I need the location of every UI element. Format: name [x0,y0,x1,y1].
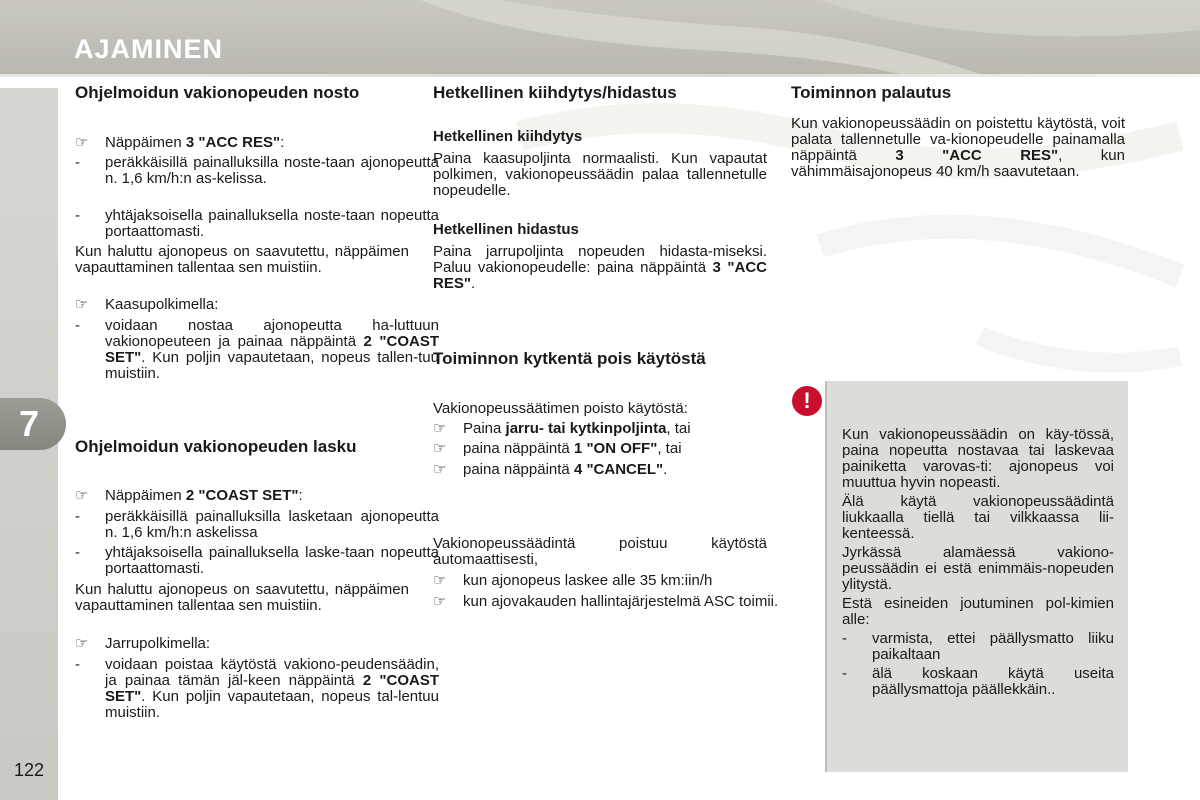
warning-icon: ! [789,383,825,419]
list-item: - varmista, ettei päällysmatto liiku paikaltaan [842,630,1114,663]
section-heading: Toiminnon kytkentä pois käytöstä [433,349,706,368]
list-item: - voidaan nostaa ajonopeutta ha-luttuun vakionopeuteen ja painaa näppäintä 2 "COAST SET". Kun poljin vapautetaan, nopeus tallen-tuu muistiin. [75,317,439,382]
pointer-icon: ☞ [433,461,447,478]
subheading: Hetkellinen hidastus [433,221,579,238]
chapter-tab: 7 [0,398,66,450]
header-divider [0,74,1200,77]
column-left [75,82,439,742]
list-item: ☞ kun ajonopeus laskee alle 35 km:iin/h [433,572,713,589]
list-item: - peräkkäisillä painalluksilla lasketaan ajonopeutta n. 1,6 km/h:n askelissa [75,508,439,541]
column-middle [433,82,779,642]
paragraph: Paina kaasupoljinta normaalisti. Kun vapautat polkimen, vakionopeussäädin palaa tallennetulle nopeudelle. [433,150,767,199]
paragraph: Paina jarrupoljinta nopeuden hidasta-miseksi. Paluu vakionopeudelle: paina näppäintä 3 "ACC RES". [433,243,767,292]
pointer-icon: ☞ [75,487,89,504]
list-item: - yhtäjaksoisella painalluksella laske-taan nopeutta portaattomasti. [75,544,439,577]
warning-text [842,427,1114,701]
header-band [0,0,1200,74]
pointer-icon: ☞ [75,134,89,151]
list-item: ☞ Kaasupolkimella: [75,296,219,313]
pointer-icon: ☞ [75,635,89,652]
section-heading: Toiminnon palautus [791,83,952,102]
section-heading: Ohjelmoidun vakionopeuden nosto [75,83,360,102]
list-item: ☞ Jarrupolkimella: [75,635,211,652]
section-heading: Ohjelmoidun vakionopeuden lasku [75,437,357,456]
paragraph: Vakionopeussäätimen poisto käytöstä: [433,400,688,417]
paragraph: Kun vakionopeussäädin on käy-tössä, paina nopeutta nostavaa tai laskevaa painiketta varovas-ti: ajonopeus voi muuttua hyvin nopeasti. [842,426,1114,491]
pointer-icon: ☞ [433,572,447,589]
pointer-icon: ☞ [75,296,89,313]
list-item: - peräkkäisillä painalluksilla noste-taan ajonopeutta n. 1,6 km/h:n as-kelissa. [75,154,439,187]
list-item: ☞ Näppäimen 2 "COAST SET": [75,487,303,504]
list-item: ☞ paina näppäintä 4 "CANCEL". [433,461,668,478]
paragraph: Jyrkässä alamäessä vakiono-peussäädin ei estä enimmäis-nopeuden ylitystä. [842,544,1114,593]
page-number: 122 [14,760,45,780]
section-heading: Hetkellinen kiihdytys/hidastus [433,83,677,102]
list-item: - älä koskaan käytä useita päällysmattoja päällekkäin.. [842,665,1114,698]
subheading: Hetkellinen kiihdytys [433,128,583,145]
list-item: - yhtäjaksoisella painalluksella noste-taan nopeutta portaattomasti. [75,207,439,240]
list-item: - voidaan poistaa käytöstä vakiono-peudensäädin, ja painaa tämän jäl-keen näppäintä 2 "COAST SET". Kun poljin vapautetaan, nopeus tal-lentuu muistiin. [75,656,439,721]
list-item: ☞ Näppäimen 3 "ACC RES": [75,134,285,151]
paragraph: Kun haluttu ajonopeus on saavutettu, näppäimen vapauttaminen tallentaa sen muistiin. [75,243,409,276]
paragraph: Vakionopeussäädintä poistuu käytöstä automaattisesti, [433,535,767,568]
paragraph: Kun vakionopeussäädin on poistettu käytöstä, voit palata tallennetulle va-kionopeudelle painamalla näppäintä 3 "ACC RES", kun vähimmäisajonopeus 40 km/h saavutetaan. [791,115,1125,180]
pointer-icon: ☞ [433,420,447,437]
pointer-icon: ☞ [433,593,447,610]
pointer-icon: ☞ [433,440,447,457]
paragraph: Estä esineiden joutuminen pol-kimien alle: [842,595,1114,628]
column-right [791,82,1125,222]
list-item: ☞ Paina jarru- tai kytkinpoljinta, tai [433,420,691,437]
list-item: ☞ paina näppäintä 1 "ON OFF", tai [433,440,682,457]
paragraph: Älä käytä vakionopeussäädintä liukkaalla tiellä tai vilkkaassa lii-kenteessä. [842,493,1114,542]
list-item: ☞ kun ajovakauden hallintajärjestelmä ASC toimii. [433,593,779,610]
paragraph: Kun haluttu ajonopeus on saavutettu, näppäimen vapauttaminen tallentaa sen muistiin. [75,581,409,614]
page-title: AJAMINEN [74,34,224,64]
